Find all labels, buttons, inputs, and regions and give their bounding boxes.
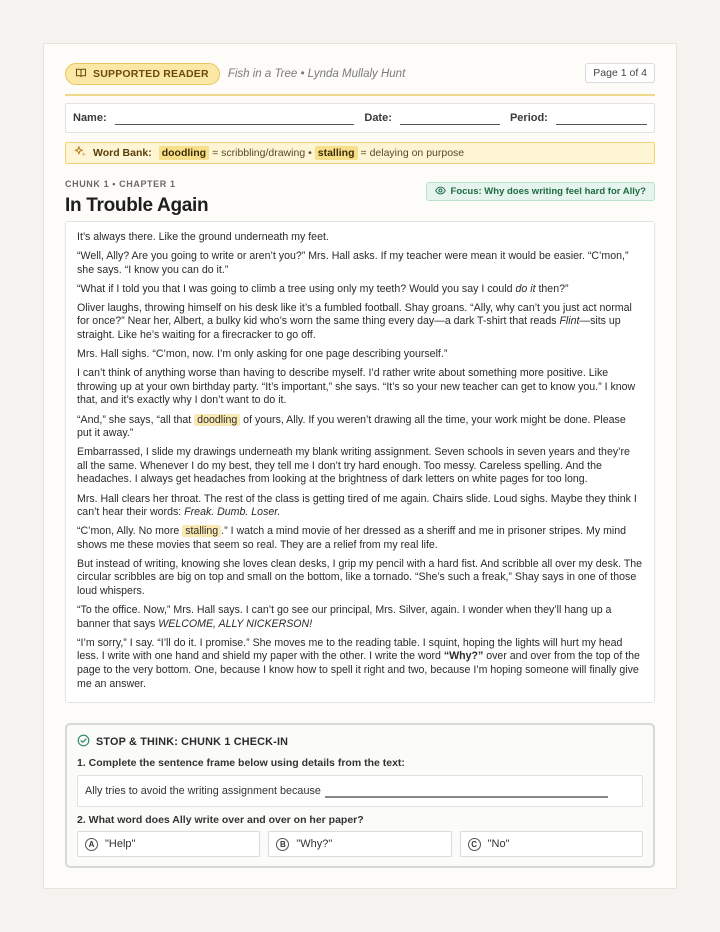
word-bank-label: Word Bank:: [93, 147, 152, 159]
passage-paragraph: Embarrassed, I slide my drawings underneath my blank writing assignment. Seven schools in seven years and they’re all the same. Whenever I do my best, they tell me I don’t try hard enough. Too messy. Careless spelling. And the headaches. I always get headaches from looking at the brightness of dark letters on white pages for too long.: [77, 446, 630, 486]
check-in-box: [65, 723, 655, 868]
answer-options: [77, 831, 643, 857]
book-icon: [75, 67, 87, 82]
vocab-highlight: doodling: [194, 414, 240, 426]
eye-icon: [435, 185, 446, 199]
passage-paragraph: Mrs. Hall clears her throat. The rest of the class is getting tired of me again. Chairs slide. Loud sighs. Maybe they think I can’t hear their words: Freak. Dumb. Loser.: [77, 492, 637, 519]
date-label: Date:: [364, 112, 392, 124]
option-a[interactable]: [77, 831, 260, 857]
word-bank-definition: = scribbling/drawing •: [212, 147, 312, 159]
passage-paragraph: Mrs. Hall sighs. “C’mon, now. I’m only asking for one page describing yourself.”: [77, 348, 448, 361]
sparkle-icon: [74, 145, 93, 161]
option-text: "Why?": [296, 838, 333, 850]
passage-paragraph: But instead of writing, knowing she loves clean desks, I grip my pencil with a hard fist. And scribble all over my desk. The circular scribbles are big on top and small on the bottom, like a tornado. “She’s such a freak,” Shay says in one of those loud whispers.: [77, 557, 643, 598]
focus-badge: [426, 182, 655, 201]
passage-paragraph: I can’t think of anything worse than having to describe myself. I’d rather write about something more positive. Like throwing up at your own birthday party. “It’s important,” she says. “It’s so your new teacher can get to know you.” I know that, and it’s exactly why I don’t want to do it.: [77, 367, 636, 407]
name-label: Name:: [73, 112, 107, 124]
passage-paragraph: “Well, Ally? Are you going to write or aren’t you?” Mrs. Hall asks. If my teacher were mean it would be easier. “C’mon,” she says. “I know you can do it.”: [77, 250, 629, 276]
book-title: Fish in a Tree • Lynda Mullaly Hunt: [227, 68, 406, 80]
page-indicator: Page 1 of 4: [585, 63, 655, 83]
sentence-frame[interactable]: [77, 775, 643, 807]
supported-reader-badge: [65, 63, 220, 85]
check-circle-icon: [77, 734, 90, 750]
passage-paragraph: “And,” she says, “all that doodling of yours, Ally. If you weren’t drawing all the time, your work might be done. Please put it away.”: [77, 413, 626, 440]
word-bank-term: doodling: [159, 146, 209, 160]
name-field[interactable]: [115, 111, 355, 125]
chunk-label: CHUNK 1 • CHAPTER 1: [65, 179, 176, 189]
check-in-title: STOP & THINK: CHUNK 1 CHECK-IN: [96, 736, 289, 748]
chapter-title: In Trouble Again: [65, 195, 209, 216]
word-bank-definition: = delaying on purpose: [360, 147, 465, 159]
focus-text: Focus: Why does writing feel hard for Ally?: [450, 186, 646, 197]
option-text: "No": [487, 838, 510, 850]
period-label: Period:: [509, 112, 548, 124]
student-info-bar: [65, 103, 655, 133]
option-text: "Help": [105, 838, 136, 850]
passage-paragraph: It’s always there. Like the ground underneath my feet.: [77, 231, 329, 243]
date-field[interactable]: [400, 111, 500, 125]
reading-passage: [65, 221, 655, 703]
badge-label: SUPPORTED READER: [93, 68, 209, 80]
check-in-heading: [77, 734, 643, 750]
passage-paragraph: “What if I told you that I was going to climb a tree using only my teeth? Would you say I could do it then?”: [77, 282, 569, 295]
question-1: 1. Complete the sentence frame below using details from the text:: [77, 757, 405, 769]
answer-blank[interactable]: [325, 786, 608, 798]
option-letter: C: [468, 838, 481, 851]
option-c[interactable]: [460, 831, 643, 857]
word-bank: [65, 142, 655, 164]
worksheet-page: [43, 43, 677, 889]
period-field[interactable]: [556, 111, 647, 125]
word-bank-term: stalling: [315, 146, 358, 160]
option-b[interactable]: [268, 831, 451, 857]
vocab-highlight: stalling: [182, 525, 221, 537]
question-2: 2. What word does Ally write over and over on her paper?: [77, 814, 364, 826]
passage-paragraph: Oliver laughs, throwing himself on his desk like it’s a fumbled football. Shay groans. “Ally, why can’t you just act normal for once?” Near her, Albert, a bulky kid who’s worn the same thing every day—a dark T-shirt that reads Flint—sits up straight. Like he’s waiting for a firecracker to go off.: [77, 301, 632, 342]
option-letter: B: [276, 838, 289, 851]
passage-paragraph: “I’m sorry,” I say. “I’ll do it. I promise.” She moves me to the reading table. I squint, hoping the lights will hurt my head less. I write with one hand and shield my paper with the other. I write the word “Why?” over and over from the top of the page to the very bottom. One, because I know how to spell it right and two, because I’m hoping someone will finally give me an answer.: [77, 636, 640, 690]
option-letter: A: [85, 838, 98, 851]
header-bar: [65, 60, 655, 96]
passage-paragraph: “To the office. Now,” Mrs. Hall says. I can’t go see our principal, Mrs. Silver, again. I wonder when they’ll hang up a banner that says WELCOME, ALLY NICKERSON!: [77, 604, 612, 630]
sentence-frame-text: Ally tries to avoid the writing assignment because: [85, 785, 321, 797]
passage-paragraph: “C’mon, Ally. No more stalling .” I watch a mind movie of her dressed as a sheriff and me in prisoner stripes. My mind shows me these movies that seem so real. They are a relief from my real life.: [77, 525, 627, 551]
